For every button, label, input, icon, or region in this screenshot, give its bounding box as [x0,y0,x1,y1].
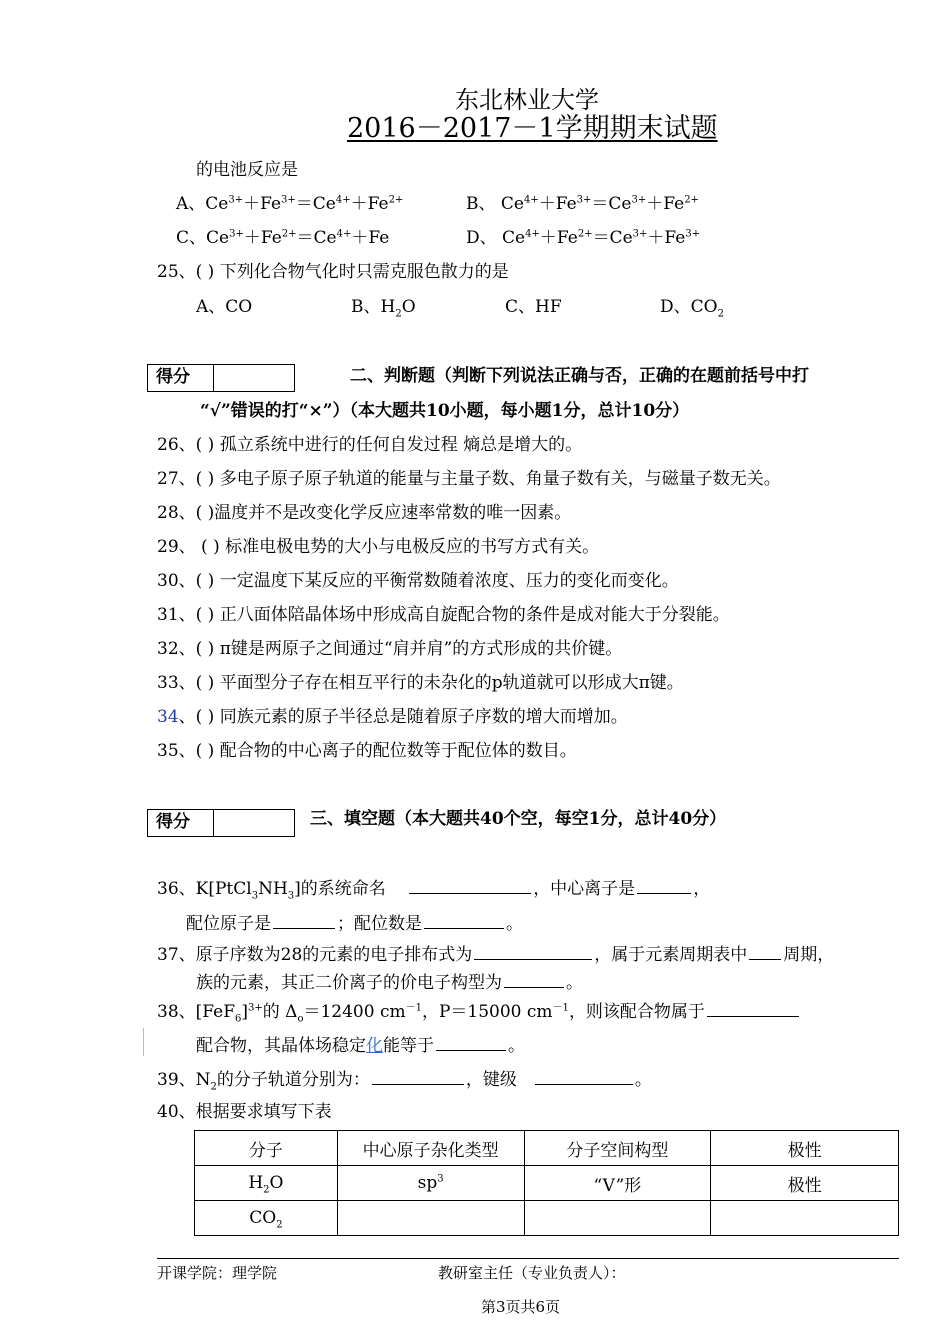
q25-option-a: A、CO [196,297,253,317]
answer-blank[interactable] [707,999,799,1017]
answer-blank[interactable] [749,942,781,960]
table-cell: 极性 [711,1166,899,1201]
page-number: 第3页共6页 [481,1298,561,1316]
answer-blank[interactable] [273,911,335,929]
table-cell-blank[interactable] [711,1201,899,1236]
table-cell-blank[interactable] [524,1201,711,1236]
q37-line2: 族的元素，其正二价离子的价电子构型为 。 [196,970,583,994]
q27: 27、( ) 多电子原子原子轨道的能量与主量子数、角量子数有关，与磁量子数无关。 [157,469,781,489]
q25-option-c: C、HF [505,297,562,317]
answer-blank[interactable] [424,911,504,929]
answer-blank[interactable] [474,942,592,960]
answer-blank[interactable] [637,876,691,894]
table-header: 中心原子杂化类型 [337,1131,524,1166]
table-header: 分子 [195,1131,338,1166]
score-label: 得分 [148,365,214,391]
answer-blank[interactable] [504,970,564,988]
q40-table [194,1130,899,1236]
q33: 33、( ) 平面型分子存在相互平行的未杂化的p轨道就可以形成大π键。 [157,673,684,693]
section2-title: 二、判断题（判断下列说法正确与否，正确的在题前括号中打 [350,366,809,386]
q36: 36、$K[PtCl_3NH_3]$的系统命名 ，中心离子是 ， [157,876,710,900]
table-cell: $H_2O$ [195,1166,338,1201]
q38-line2: 配合物，其晶体场稳定化能等于 。 [196,1033,525,1057]
table-header: 分子空间构型 [524,1131,711,1166]
section3-title: 三、填空题（本大题共40个空，每空1分，总计40分） [310,809,727,829]
q29: 29、 ( ) 标准电极电势的大小与电极反应的书写方式有关。 [157,537,600,557]
answer-blank[interactable] [409,876,531,894]
q25-question: 25、( ) 下列化合物气化时只需克服色散力的是 [157,262,509,282]
table-cell: $sp^3$ [337,1166,524,1201]
q32: 32、( ) π键是两原子之间通过“肩并肩”的方式形成的共价键。 [157,639,623,659]
q37: 37、原子序数为28的元素的电子排布式为 ，属于元素周期表中 周期， [157,942,834,966]
score-value-cell[interactable] [214,810,294,836]
q35: 35、( ) 配合物的中心离子的配位数等于配位体的数目。 [157,741,577,761]
score-label: 得分 [148,810,214,836]
q38: 38、$[FeF_6]^{3+}$的 $\Delta_o=12400$ $cm^{-1}$，P＝15000 $cm^{-1}$，则该配合物属于 [157,999,801,1023]
q24-stem: 的电池反应是 [196,160,298,180]
exam-title: 2016－2017－1学期期末试题 [347,113,718,144]
table-cell-blank[interactable] [337,1201,524,1236]
university-name: 东北林业大学 [455,86,599,114]
table-row [195,1201,899,1236]
answer-blank[interactable] [372,1067,464,1085]
q25-option-b: B、$H_2O$ [351,297,416,320]
q34: 34、( ) 同族元素的原子半径总是随着原子序数的增大而增加。 [157,707,628,727]
q36-line2: 配位原子是 ；配位数是 。 [186,911,523,935]
table-header-row [195,1131,899,1166]
q26: 26、( ) 孤立系统中进行的任何自发过程 熵总是增大的。 [157,435,583,455]
table-row [195,1166,899,1201]
table-header: 极性 [711,1131,899,1166]
q24-option-a: A、$Ce^{3+}+Fe^{3+}=Ce^{4+}+Fe^{2+}$ [176,194,404,214]
inline-link[interactable]: 化 [366,1036,383,1056]
section3-score-box [147,809,295,837]
q39: 39、$N_2$的分子轨道分别为： ，键级 。 [157,1067,652,1091]
section2-score-box [147,364,295,392]
q30: 30、( ) 一定温度下某反应的平衡常数随着浓度、压力的变化而变化。 [157,571,679,591]
score-value-cell[interactable] [214,365,294,391]
table-cell: “V”形 [524,1166,711,1201]
margin-marker [143,1028,144,1056]
answer-blank[interactable] [535,1067,633,1085]
table-cell: $CO_2$ [195,1201,338,1236]
q40: 40、根据要求填写下表 [157,1102,332,1122]
footer-director: 教研室主任（专业负责人）： [438,1264,626,1282]
section2-title-cont: “√”错误的打“×”）（本大题共10小题，每小题1分，总计10分） [200,401,690,421]
footer-college: 开课学院：理学院 [157,1264,278,1282]
q25-option-d: D、$CO_2$ [660,297,724,320]
q24-option-c: C、$Ce^{3+}+Fe^{2+}=Ce^{4+}+Fe$ [176,228,390,248]
answer-blank[interactable] [436,1033,506,1051]
q28: 28、( )温度并不是改变化学反应速率常数的唯一因素。 [157,503,572,523]
q31: 31、( ) 正八面体陪晶体场中形成高自旋配合物的条件是成对能大于分裂能。 [157,605,730,625]
q24-option-b: B、 $Ce^{4+}+Fe^{3+}=Ce^{3+}+Fe^{2+}$ [466,194,699,214]
footer-rule [157,1258,899,1259]
q24-option-d: D、 $Ce^{4+}+Fe^{2+}=Ce^{3+}+Fe^{3+}$ [466,228,701,248]
